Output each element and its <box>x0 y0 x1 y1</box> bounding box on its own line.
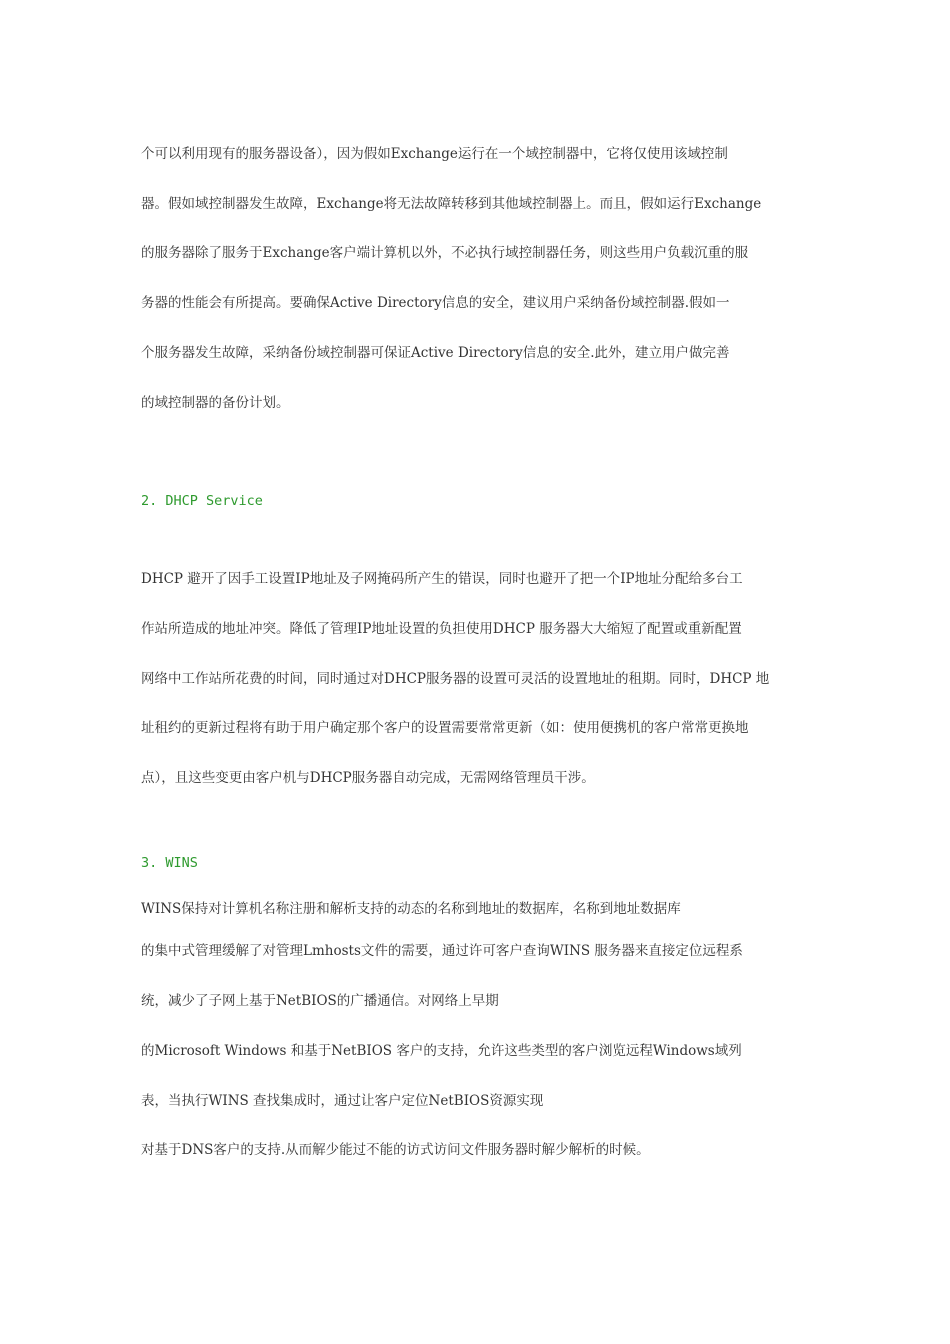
paragraph-line: 点），且这些变更由客户机与DHCP服务器自动完成，无需网络管理员干涉。 <box>141 770 595 786</box>
paragraph-line: 务器的性能会有所提高。要确保Active Directory信息的安全，建议用户采纳备份域控制器.假如一 <box>141 295 730 311</box>
paragraph-line: 作站所造成的地址冲突。降低了管理IP地址设置的负担使用DHCP 服务器大大缩短了配置或重新配置 <box>141 621 742 637</box>
paragraph-line: 统，减少了子网上基于NetBIOS的广播通信。对网络上早期 <box>141 993 499 1009</box>
paragraph-line: 表，当执行WINS 查找集成时，通过让客户定位NetBIOS资源实现 <box>141 1093 544 1109</box>
paragraph-line: 的服务器除了服务于Exchange客户端计算机以外，不必执行域控制器任务，则这些用户负载沉重的服 <box>141 245 749 261</box>
paragraph-line: 的域控制器的备份计划。 <box>141 395 290 411</box>
paragraph-line: 的Microsoft Windows 和基于NetBIOS 客户的支持，允许这些类型的客户浏览远程Windows域列 <box>141 1043 742 1059</box>
paragraph-line: 址租约的更新过程将有助于用户确定那个客户的设置需要常常更新（如：使用便携机的客户常常更换地 <box>141 720 749 736</box>
paragraph-line: 个服务器发生故障，采纳备份域控制器可保证Active Directory信息的安全.此外，建立用户做完善 <box>141 345 730 361</box>
paragraph-line: 对基于DNS客户的支持.从而解少能过不能的访式访问文件服务器时解少解析的时候。 <box>141 1142 650 1158</box>
paragraph-line: 网络中工作站所花费的时间，同时通过对DHCP服务器的设置可灵活的设置地址的租期。同时，DHCP 地 <box>141 671 770 687</box>
section-heading-wins: 3. WINS <box>141 855 198 871</box>
paragraph-line: DHCP 避开了因手工设置IP地址及子网掩码所产生的错误，同时也避开了把一个IP地址分配给多台工 <box>141 571 743 587</box>
paragraph-line: 器。假如域控制器发生故障，Exchange将无法故障转移到其他域控制器上。而且，假如运行Exchange <box>141 196 762 212</box>
paragraph-line: 个可以利用现有的服务器设备），因为假如Exchange运行在一个域控制器中，它将仅使用该域控制 <box>141 146 728 162</box>
paragraph-line: WINS保持对计算机名称注册和解析支持的动态的名称到地址的数据库，名称到地址数据库 <box>141 901 681 917</box>
section-heading-dhcp: 2. DHCP Service <box>141 493 263 509</box>
paragraph-line: 的集中式管理缓解了对管理Lmhosts文件的需要，通过许可客户查询WINS 服务器来直接定位远程系 <box>141 943 743 959</box>
